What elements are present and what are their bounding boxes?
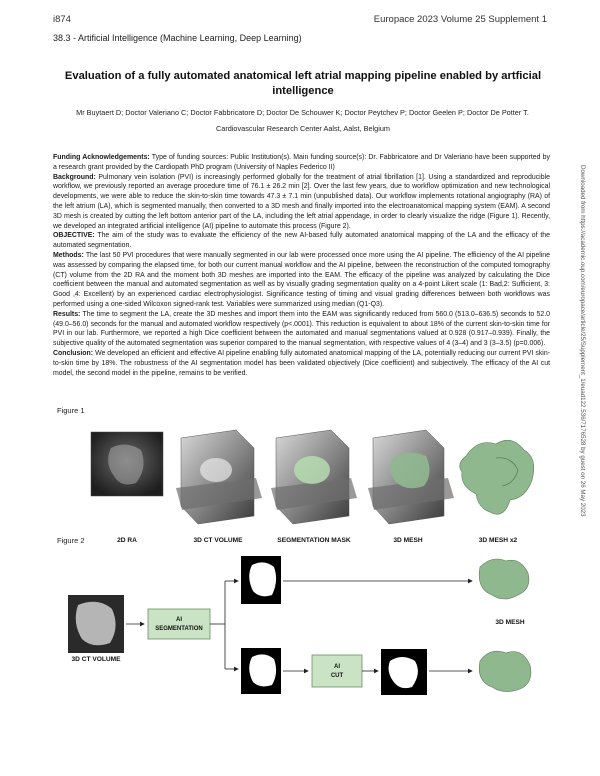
journal-header: Europace 2023 Volume 25 Supplement 1: [373, 14, 547, 25]
ai-seg-line1: AI: [176, 617, 182, 623]
3d-mesh-x2-image: [460, 440, 534, 514]
page-number: i874: [53, 14, 71, 25]
cut-mask-image: [381, 649, 427, 695]
results-text: The time to segment the LA, create the 3D meshes and import them into the EAM was significantly reduced from 560.0 (513.0–636.5) seconds to 52.0 (49.0–56.0) seconds for the manual and automated workflow respectively (p<.0001). This reduction is equivalent to about 18% of the current skin-to-skin time for PVI in our lab. Furthermore, we reported a high Dice coefficient between the automated and manual segmentations valued at 0.928 (0.917–0.939). Finally, the subjective quality of the automated segmentation was superior compared to the manual segmentation, with respective values of 4 (3–4) and 3 (3–3.5) (p=0.006).: [53, 310, 550, 348]
segmentation-mask-image-bottom: [241, 648, 281, 694]
methods-paragraph: [53, 251, 550, 310]
results-label: Results:: [53, 310, 81, 318]
figure2-panel: [60, 543, 550, 775]
segmentation-mask-image: [271, 430, 357, 524]
ct-volume-image: [176, 430, 262, 524]
affiliation: Cardiovascular Research Center Aalst, Aalst, Belgium: [216, 124, 390, 133]
background-text: Pulmonary vein isolation (PVI) is increasingly performed globally for the treatment of atrial fibrillation [1]. Using a standardized and reproducible workflow, we previously reported an average procedure time of 76.1 ± 26.2 min [2]. Over the last few years, due to workflow optimization and new technological developments, we were able to reduce the skin-to-skin time towards 47.3 ± 7.1 min (unpublished data). Our workflow implements rotational angiography (RA) of the left atrium (LA), which is segmented manually, then converted to a 3D mesh and finally imported into the electroanatomical mapping system (EAM). A second 3D mesh is created by cutting the left bottom anterior part of the LA, including the left atrial appendage, in order to clearly visualize the ridge (Figure 1). Recently, we developed an integrated artificial intelligence (AI) pipeline to automate this process (Figure 2).: [53, 173, 550, 230]
mesh-output-top: [479, 559, 529, 599]
author-list: Mr Buytaert D; Doctor Valeriano C; Doctor Fabbricatore D; Doctor De Schouwer K; Doctor Peytchev P; Doctor Geelen P; Doctor De Potter T.: [76, 108, 529, 117]
conclusion-text: We developed an efficient and effective AI pipeline enabling fully automated anatomical mapping of the LA, potentially reducing our current PVI skin-to-skin time by 18%. The robustness of the AI segmentation model has been validated objectively (Dice coefficient) and subjectively. The efficacy of the AI cut model, the second model in the pipeline, remains to be verified.: [53, 349, 550, 377]
ai-segmentation-box: [148, 609, 210, 639]
section-heading: 38.3 - Artificial Intelligence (Machine Learning, Deep Learning): [53, 33, 302, 43]
background-paragraph: [53, 173, 550, 232]
fig2-caption-3d-mesh: 3D MESH: [495, 619, 525, 626]
3d-mesh-image: [368, 430, 454, 524]
objective-text: The aim of the study was to evaluate the efficiency of the new AI-based fully automated anatomical mapping of the LA and the efficacy of the automated segmentation.: [53, 232, 550, 250]
conclusion-paragraph: [53, 349, 550, 378]
mesh-output-bottom: [479, 651, 531, 691]
figure1-label: Figure 1: [57, 406, 85, 415]
fig2-caption-ct-volume: 3D CT VOLUME: [71, 656, 121, 663]
abstract-body: [53, 153, 550, 378]
funding-label: Funding Acknowledgements:: [53, 154, 150, 161]
fig1-caption-3d-mesh-x2: 3D MESH x2: [478, 537, 518, 544]
results-paragraph: [53, 310, 550, 349]
funding-paragraph: [53, 153, 550, 173]
fig1-caption-3d-mesh: 3D MESH: [393, 537, 423, 544]
figure1-panel: [86, 428, 546, 548]
ai-cut-line2: CUT: [330, 673, 344, 679]
conclusion-label: Conclusion:: [53, 349, 94, 357]
background-label: Background:: [53, 173, 96, 181]
fig2-ct-volume-image: [68, 595, 124, 653]
ai-seg-line2: SEGMENTATION: [155, 626, 203, 632]
article-title: Evaluation of a fully automated anatomical left atrial mapping pipeline enabled by artficial intelligence: [64, 70, 542, 97]
fig1-caption-2d-ra: 2D RA: [117, 537, 137, 544]
figure2-label: Figure 2: [57, 536, 85, 545]
segmentation-mask-image-top: [241, 556, 281, 604]
ra-image: [91, 432, 163, 496]
fig1-caption-3d-ct-volume: 3D CT VOLUME: [193, 537, 243, 544]
objective-label: OBJECTIVE:: [53, 232, 95, 240]
ai-cut-line1: AI: [334, 664, 340, 670]
download-notice-text: Downloaded from https://academic.oup.com/europace/article/25/Supplement_1/euad122.536/7176528 by guest on 26 May 2023: [579, 165, 586, 517]
methods-text: The last 50 PVI procedures that were manually segmented in our lab were processed once more using the AI pipeline. The efficiency of the AI pipeline was assessed by comparing the elapsed time, for both our current manual workflow and the AI pipeline, between the reconstruction of the computed tomography (CT) volume from the 2D RA and the moment both 3D meshes are imported into the EAM. The efficacy of the pipeline was analyzed by calculating the Dice coefficient between the manual and automated segmentation as well as by visually grading segmentation quality on a 4-point Likert scale (1: Bad,2: Sufficient, 3: Good ,4: Excellent) by an experienced cardiac electrophysiologist. Significance testing of timing and visual grading differences between both workflows was performed using a one-sided Wilcoxon signed-rank test. Variables were summarized using median (Q1-Q3).: [53, 251, 550, 308]
objective-paragraph: [53, 231, 550, 251]
ai-cut-box: [312, 655, 362, 687]
methods-label: Methods:: [53, 251, 84, 259]
download-notice: [578, 165, 588, 585]
funding-text: Type of funding sources: Public Institution(s). Main funding source(s): Dr. Fabbricatore and Dr Valeriano have been supported by a research grant provided by the Cardiopath PhD program (University of Naples Federico II): [53, 154, 550, 171]
fig1-caption-segmentation-mask: SEGMENTATION MASK: [277, 537, 351, 544]
